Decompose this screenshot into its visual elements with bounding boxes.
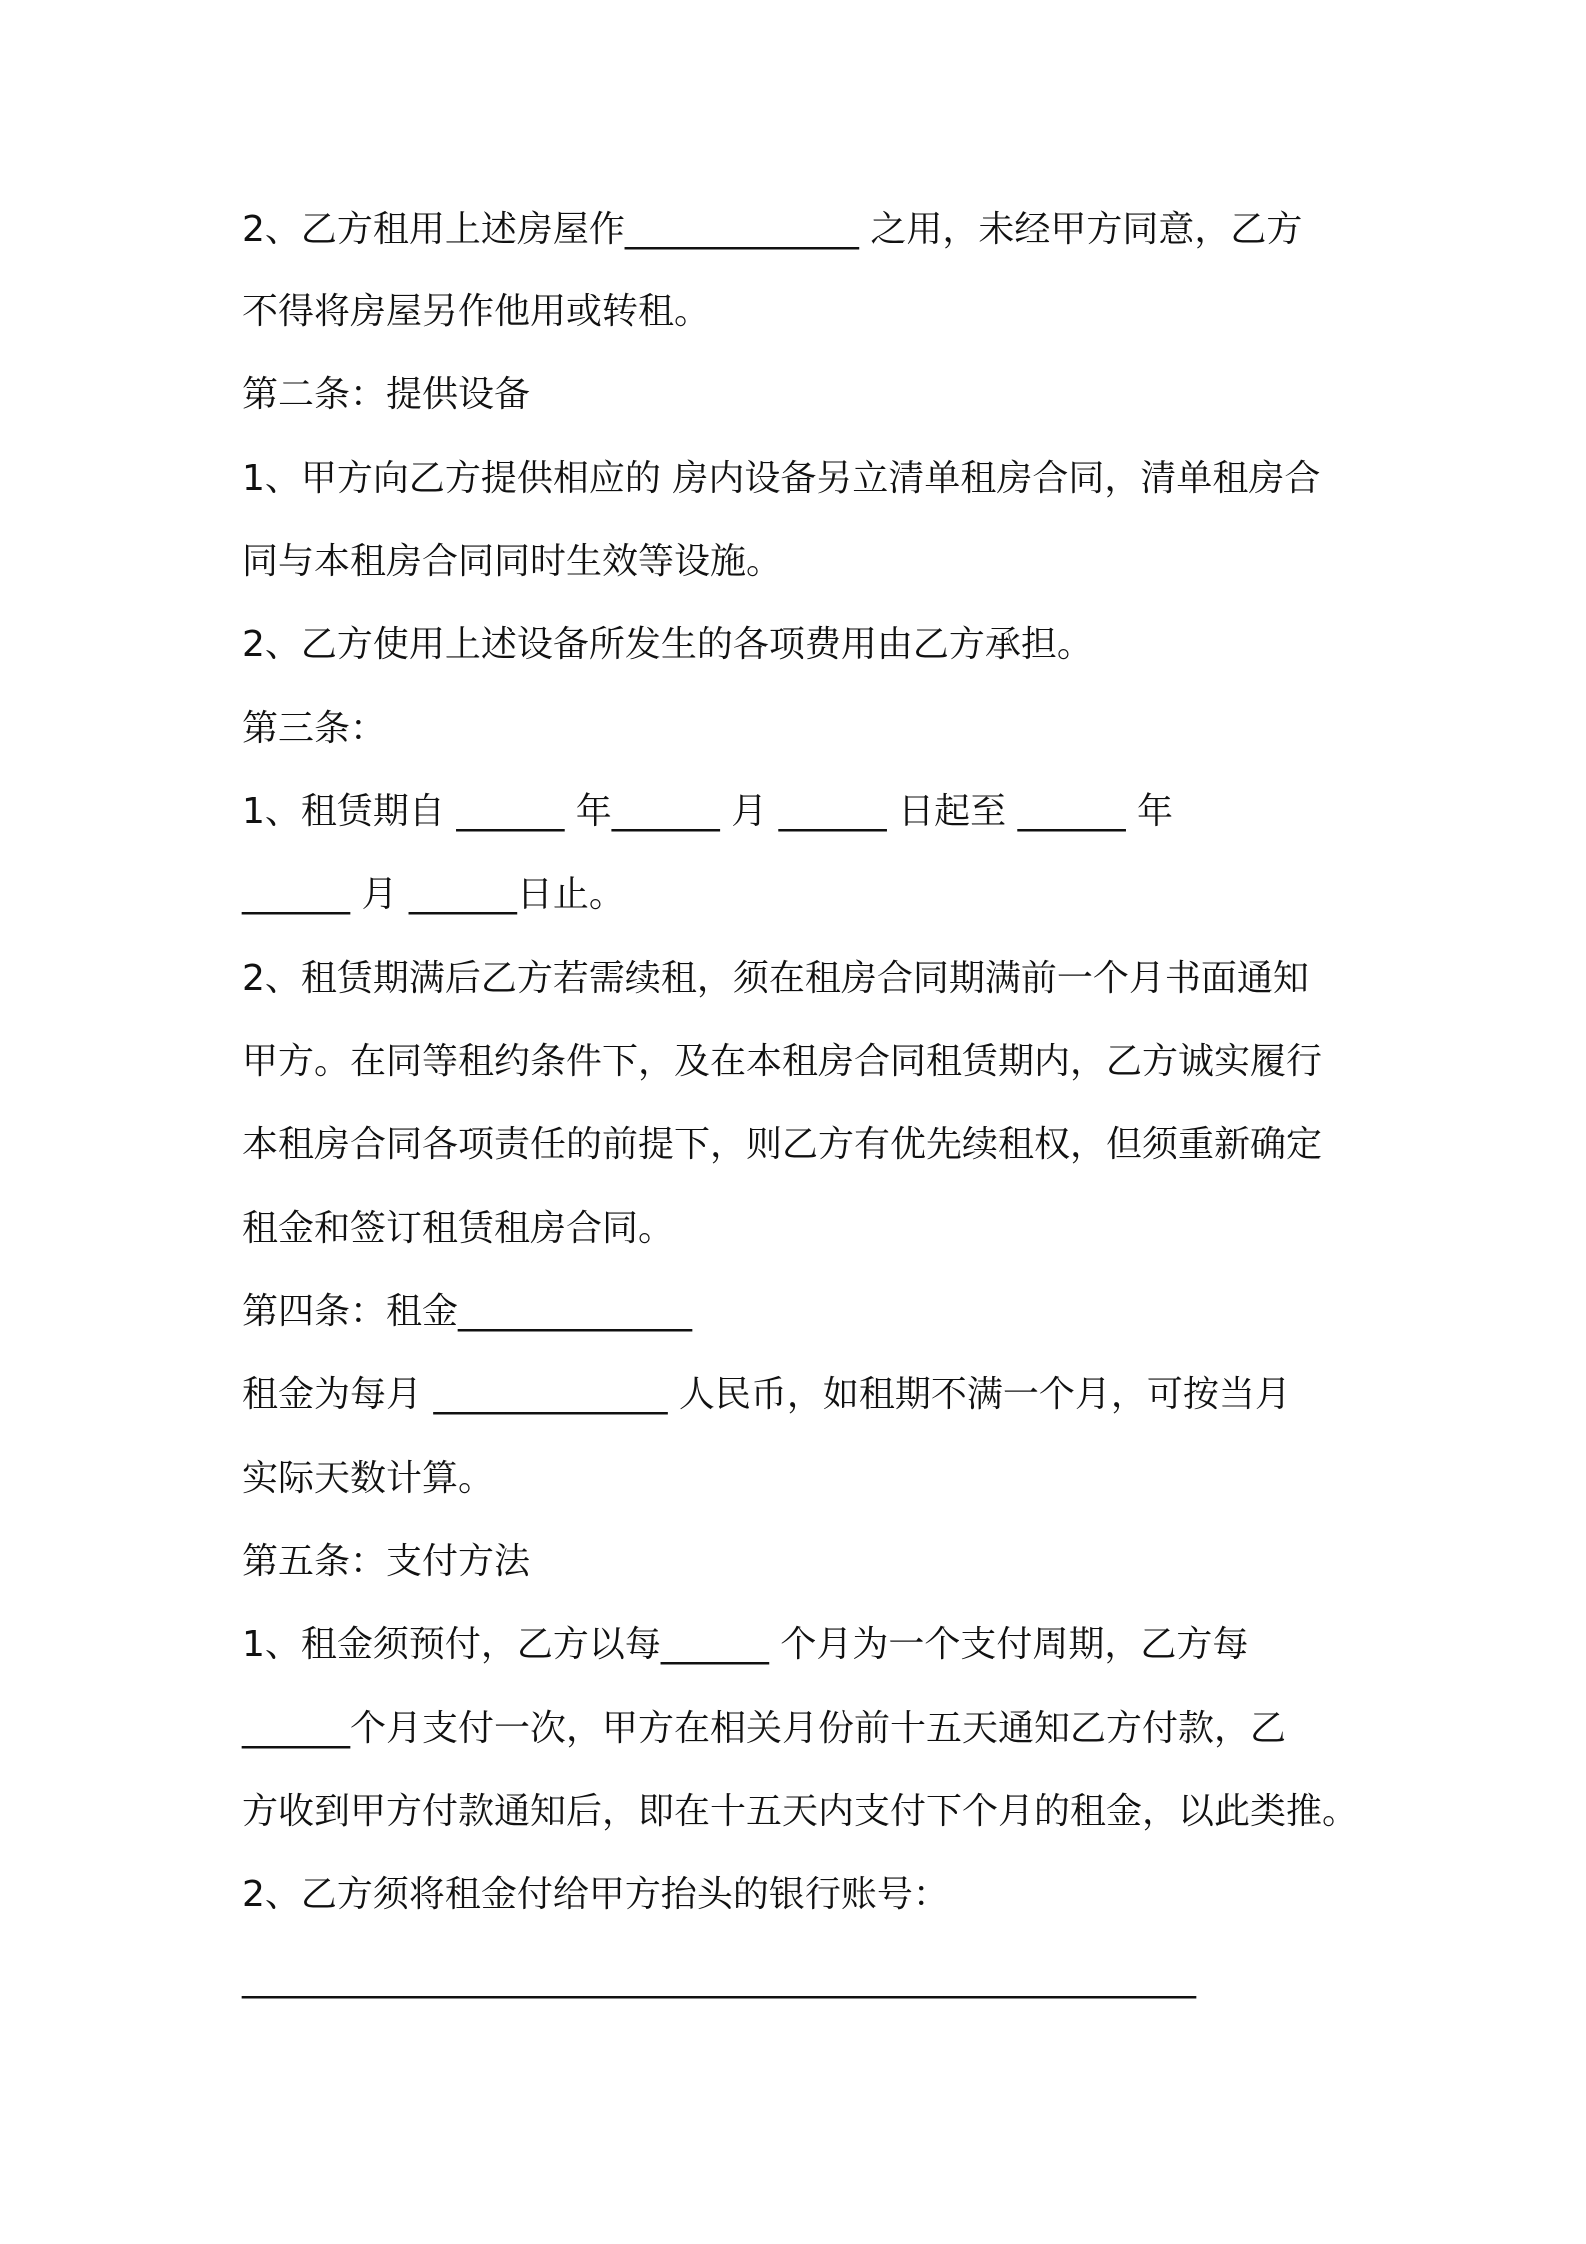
clause-3-2-line-1: 2、租赁期满后乙方若需续租，须在租房合同期满前一个月书面通知 (242, 958, 1309, 999)
clause-1-2-line-1: 2、乙方租用上述房屋作_____________ 之用，未经甲方同意，乙方 (242, 209, 1303, 250)
article-2-heading: 第二条：提供设备 (242, 374, 531, 415)
clause-5-1-line-1: 1、租金须预付，乙方以每______ 个月为一个支付周期，乙方每 (242, 1624, 1249, 1665)
clause-5-1-line-3: 方收到甲方付款通知后，即在十五天内支付下个月的租金，以此类推。 (242, 1791, 1359, 1832)
clause-3-2-line-2: 甲方。在同等租约条件下，及在本租房合同租赁期内，乙方诚实履行 (242, 1041, 1323, 1082)
article-4-line-2: 实际天数计算。 (242, 1458, 495, 1499)
article-3-heading: 第三条： (242, 708, 387, 749)
article-5-heading: 第五条：支付方法 (242, 1541, 531, 1582)
clause-3-1-line-2: ______ 月 ______日止。 (242, 874, 625, 915)
clause-3-2-line-3: 本租房合同各项责任的前提下，则乙方有优先续租权，但须重新确定 (242, 1124, 1323, 1165)
clause-5-1-line-2: ______个月支付一次，甲方在相关月份前十五天通知乙方付款，乙 (242, 1708, 1287, 1749)
article-4-line-1: 租金为每月 _____________ 人民币，如租期不满一个月，可按当月 (242, 1374, 1291, 1415)
clause-1-2-line-2: 不得将房屋另作他用或转租。 (242, 291, 711, 332)
clause-2-1-line-2: 同与本租房合同同时生效等设施。 (242, 541, 783, 582)
bank-account-blank: _____________________________________________________ (242, 1958, 1196, 1999)
clause-3-2-line-4: 租金和签订租赁租房合同。 (242, 1208, 675, 1249)
article-4-heading: 第四条：租金_____________ (242, 1291, 693, 1332)
clause-2-2-line-1: 2、乙方使用上述设备所发生的各项费用由乙方承担。 (242, 624, 1093, 665)
clause-3-1-line-1: 1、租赁期自 ______ 年______ 月 ______ 日起至 ______ 年 (242, 791, 1174, 832)
clause-5-2-line-1: 2、乙方须将租金付给甲方抬头的银行账号： (242, 1874, 949, 1915)
clause-2-1-line-1: 1、甲方向乙方提供相应的 房内设备另立清单租房合同，清单租房合 (242, 458, 1321, 499)
